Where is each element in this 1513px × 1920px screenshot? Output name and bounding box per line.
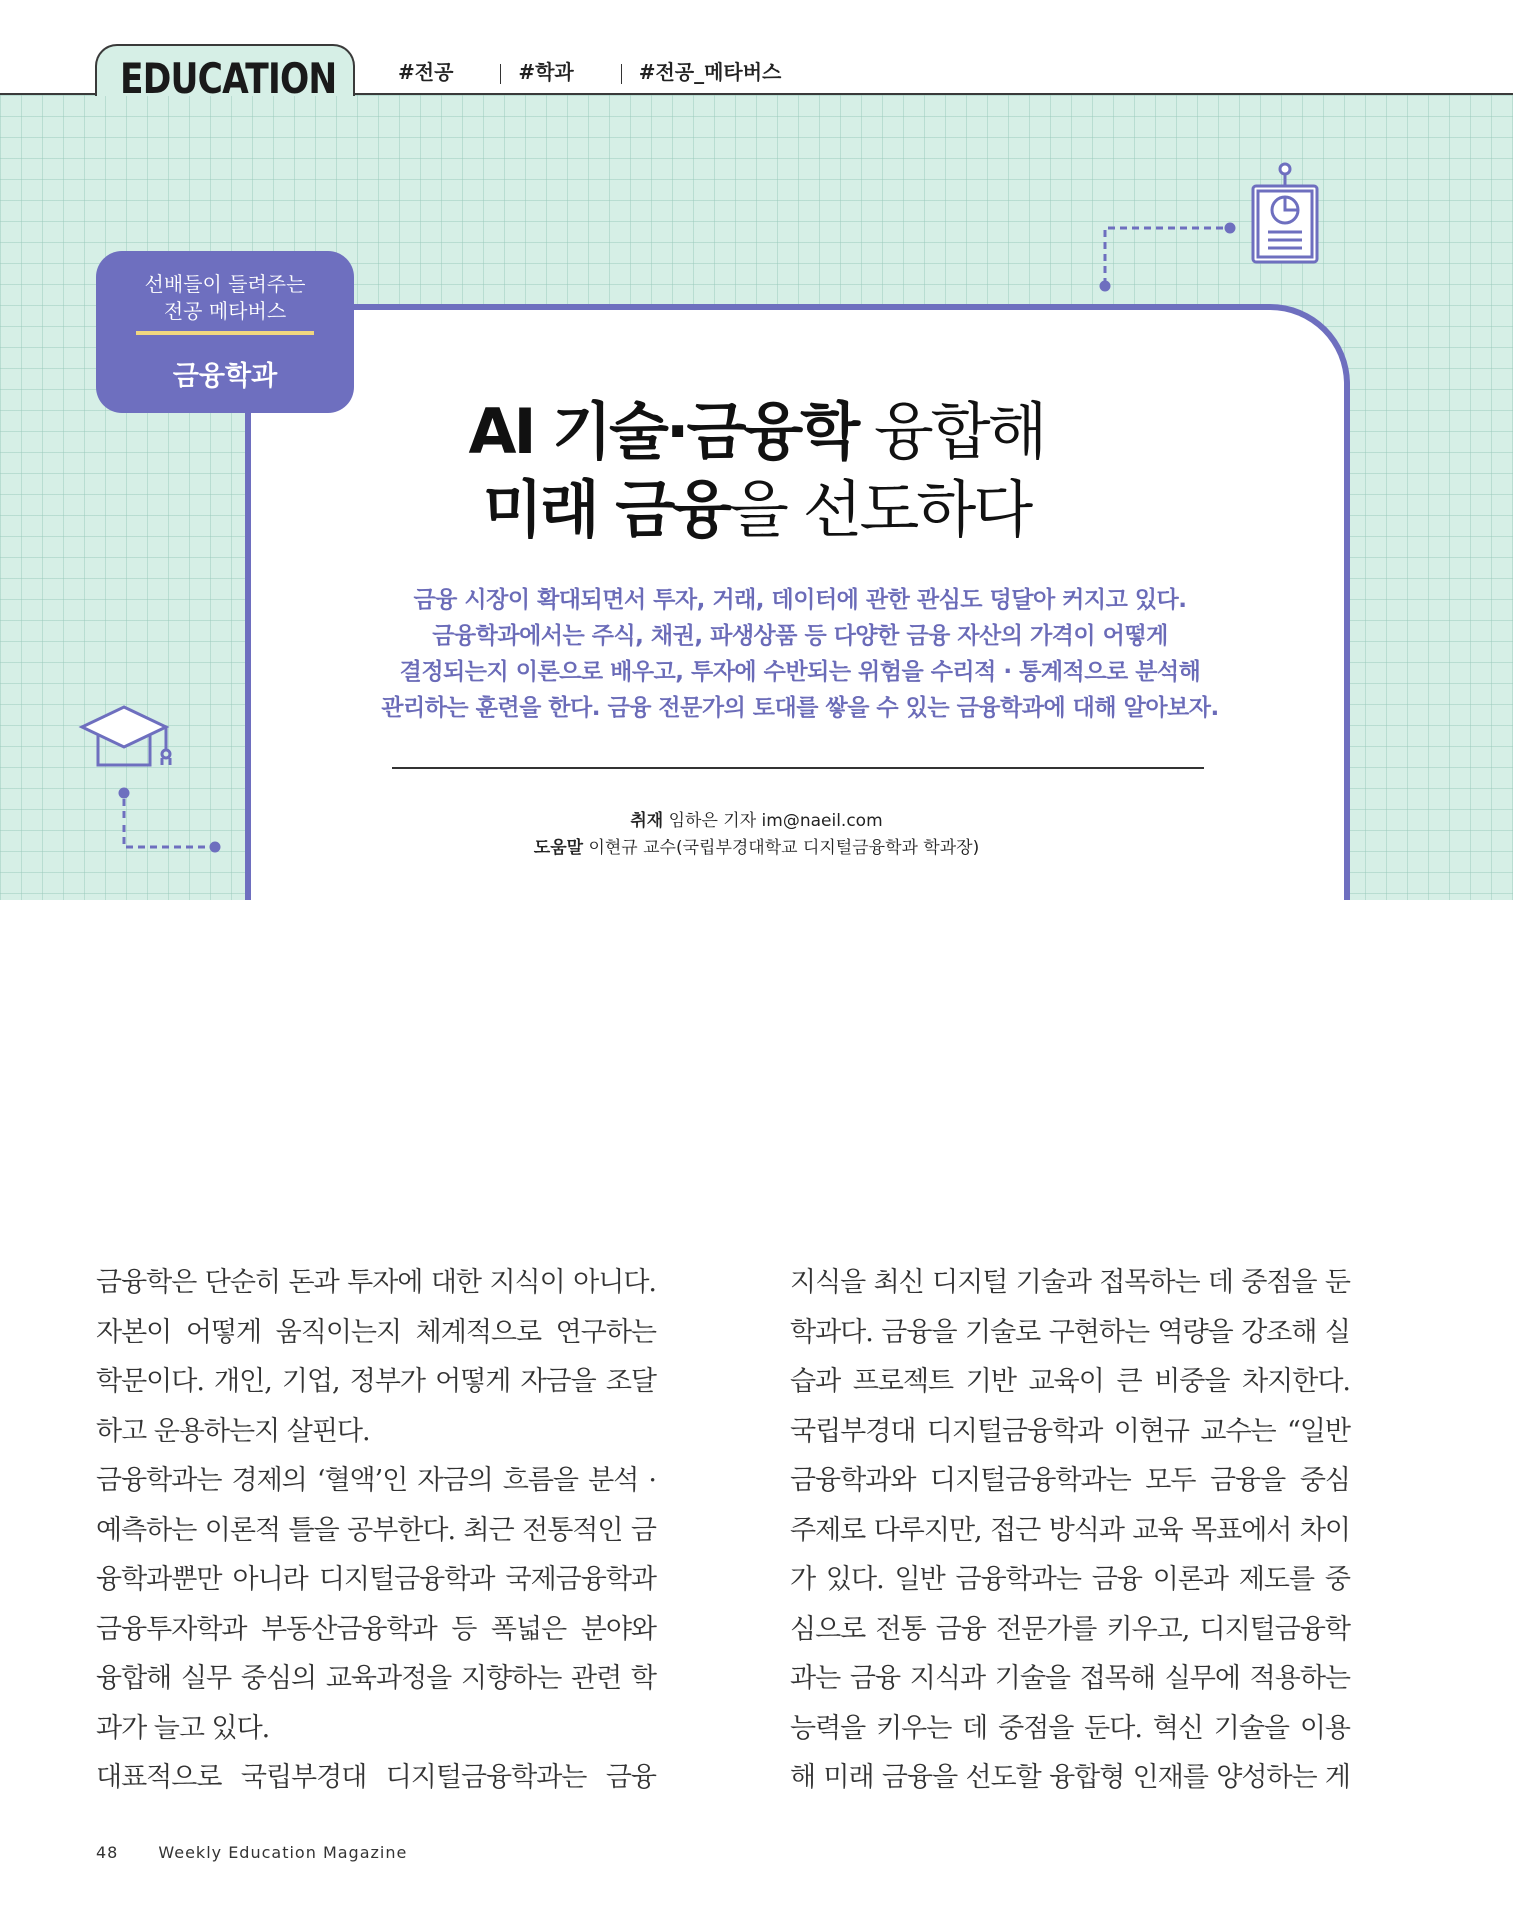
body-line: 가 있다. 일반 금융학과는 금융 이론과 제도를 중	[790, 1564, 1350, 1595]
body-line: 과가 늘고 있다.	[96, 1712, 270, 1744]
advisor-credit: 도움말 이현규 교수(국립부경대학교 디지털금융학과 학과장)	[533, 838, 980, 858]
lead-line: 관리하는 훈련을 한다. 금융 전문가의 토대를 쌓을 수 있는 금융학과에 대해 알아보자.	[381, 695, 1219, 721]
body-line: 금융학은 단순히 돈과 투자에 대한 지식이 아니다.	[96, 1267, 656, 1298]
body-line: 하고 운용하는지 살핀다.	[96, 1415, 370, 1447]
lead-paragraph	[300, 582, 1300, 726]
tag-major: #전공	[398, 60, 454, 84]
tag-list	[398, 56, 781, 85]
body-line: 과는 금융 지식과 기술을 접목해 실무에 적용하는	[790, 1663, 1350, 1694]
tag-divider	[500, 64, 501, 84]
body-column-right	[790, 1258, 1350, 1803]
body-line: 금융학과는 경제의 ‘혈액’인 자금의 흐름을 분석 ·	[96, 1465, 656, 1496]
body-line: 융합해 실무 중심의 교육과정을 지향하는 관련 학	[96, 1663, 656, 1694]
body-line: 국립부경대 디지털금융학과 이현규 교수는 “일반	[790, 1415, 1350, 1447]
tag-divider	[621, 64, 622, 84]
body-line: 심으로 전통 금융 전문가를 키우고, 디지털금융학	[790, 1613, 1350, 1645]
headline-thin-2: 을 선도하다	[728, 473, 1031, 546]
lead-line: 금융 시장이 확대되면서 투자, 거래, 데이터에 관한 관심도 덩달아 커지고 있다.	[413, 587, 1187, 613]
headline-thin-1: 융합해	[857, 395, 1045, 468]
page-footer	[96, 1843, 407, 1862]
section-tab	[95, 44, 355, 103]
article-headline	[0, 393, 1513, 549]
body-line: 해 미래 금융을 선도할 융합형 인재를 양성하는 게	[790, 1762, 1350, 1793]
clipboard-chart-icon	[1095, 160, 1335, 295]
section-title: EDUCATION	[120, 54, 337, 103]
body-line: 습과 프로젝트 기반 교육이 큰 비중을 차지한다.	[790, 1366, 1350, 1397]
body-line: 금융투자학과 부동산금융학과 등 폭넓은 분야와	[96, 1613, 656, 1645]
headline-bold-1: AI 기술·금융학	[468, 395, 858, 468]
body-line: 자본이 어떻게 움직이는지 체계적으로 연구하는	[96, 1316, 656, 1348]
tag-department: #학과	[518, 60, 574, 84]
body-column-left	[96, 1258, 656, 1803]
body-line: 능력을 키우는 데 중점을 둔다. 혁신 기술을 이용	[790, 1712, 1350, 1744]
lead-divider	[392, 767, 1204, 769]
body-line: 학문이다. 개인, 기업, 정부가 어떻게 자금을 조달	[96, 1366, 656, 1397]
series-major: 금융학과	[172, 361, 278, 392]
headline-bold-2: 미래 금융	[482, 473, 729, 546]
byline	[0, 808, 1513, 862]
lead-line: 금융학과에서는 주식, 채권, 파생상품 등 다양한 금융 자산의 가격이 어떻게	[432, 623, 1168, 649]
magazine-name: Weekly Education Magazine	[158, 1843, 408, 1862]
body-line: 융학과뿐만 아니라 디지털금융학과 국제금융학과	[96, 1564, 656, 1595]
series-divider	[136, 331, 314, 335]
body-line: 금융학과와 디지털금융학과는 모두 금융을 중심	[790, 1465, 1350, 1496]
body-line: 지식을 최신 디지털 기술과 접목하는 데 중점을 둔	[790, 1267, 1350, 1298]
series-badge	[96, 251, 354, 413]
series-label: 선배들이 들려주는 전공 메타버스	[144, 272, 306, 323]
body-line: 주제로 다루지만, 접근 방식과 교육 목표에서 차이	[790, 1514, 1350, 1546]
tag-metaverse: #전공_메타버스	[638, 60, 782, 84]
body-line: 예측하는 이론적 틀을 공부한다. 최근 전통적인 금	[96, 1514, 656, 1546]
body-line: 학과다. 금융을 기술로 구현하는 역량을 강조해 실	[790, 1316, 1350, 1348]
body-line: 대표적으로 국립부경대 디지털금융학과는 금융	[96, 1762, 656, 1793]
page-number: 48	[96, 1843, 119, 1862]
reporter-credit: 취재 임하은 기자 im@naeil.com	[630, 811, 883, 831]
lead-line: 결정되는지 이론으로 배우고, 투자에 수반되는 위험을 수리적 · 통계적으로 분석해	[399, 659, 1201, 685]
